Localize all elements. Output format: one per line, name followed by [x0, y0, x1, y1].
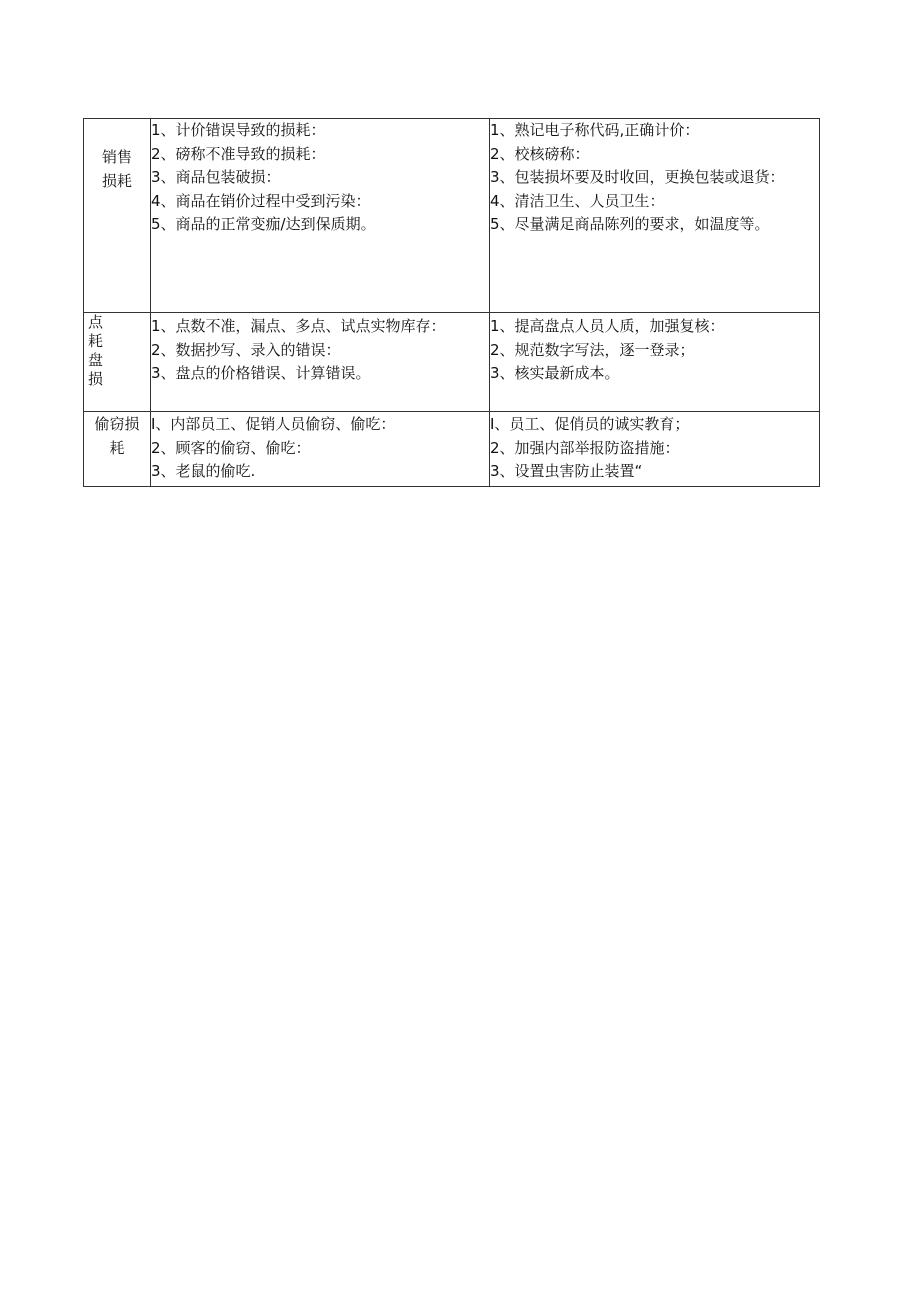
cause-item: 3、盘点的价格错误、计算错误。: [151, 364, 371, 382]
cause-item: I、内部员工、促销人员偷窃、偷吃：: [151, 415, 396, 433]
cause-item: 5、商品的正常变痂/达到保质期。: [151, 215, 376, 233]
cause-item: 3、商品包装破损：: [151, 168, 281, 186]
category-label-line: 损耗: [101, 172, 132, 190]
cause-item: 1、计价错误导致的损耗：: [151, 121, 326, 139]
table-row: [84, 313, 820, 412]
measure-item: 1、熟记电子称代码,正确计价：: [490, 121, 700, 139]
cause-cell: [151, 412, 490, 487]
cause-cell: [151, 313, 490, 412]
cause-item: 2、磅称不准导致的损耗：: [151, 144, 326, 163]
category-label-line: 损: [88, 370, 104, 388]
measure-item: 3、设置虫害防止装置“: [490, 462, 643, 480]
cause-item: 1、点数不准，漏点、多点、试点实物库存：: [151, 317, 446, 335]
measure-item: 2、加强内部举报防盗措施：: [490, 438, 680, 457]
category-label-line: 销售: [101, 148, 132, 166]
category-label-line: 偷窃损: [94, 415, 140, 433]
measure-item: 1、提高盘点人员人质，加强复核：: [490, 317, 725, 335]
cause-item: 2、顾客的偷窃、偷吃：: [151, 438, 311, 457]
measure-cell: [490, 313, 820, 412]
category-label-line: 盘: [88, 351, 104, 369]
measure-item: 4、清洁卫生、人员卫生：: [490, 191, 665, 210]
category-label-line: 耗: [109, 439, 125, 457]
measure-cell: [490, 412, 820, 487]
table-row: [84, 119, 820, 313]
loss-table: [83, 118, 820, 487]
category-cell: [84, 313, 151, 412]
measure-item: 3、核实最新成本。: [490, 364, 620, 382]
measure-item: I、员工、促俏员的诚实教育；: [490, 415, 690, 433]
measure-item: 5、尽量满足商品陈列的要求，如温度等。: [490, 215, 770, 233]
cause-item: 4、商品在销价过程中受到污染：: [151, 191, 371, 210]
measure-item: 2、规范数字写法，逐一登录；: [490, 340, 695, 359]
measure-item: 2、校核磅称：: [490, 144, 590, 163]
category-label-line: 耗: [88, 332, 104, 350]
cause-cell: [151, 119, 490, 313]
cause-item: 2、数据抄写、录入的错误：: [151, 340, 341, 359]
category-cell: [84, 412, 151, 487]
cause-item: 3、老鼠的偷吃.: [151, 462, 256, 480]
measure-cell: [490, 119, 820, 313]
category-label-line: 点: [88, 313, 104, 331]
table-row: [84, 412, 820, 487]
measure-item: 3、包装损坏要及时收回，更换包装或退货：: [490, 168, 785, 186]
category-cell: [84, 119, 151, 313]
